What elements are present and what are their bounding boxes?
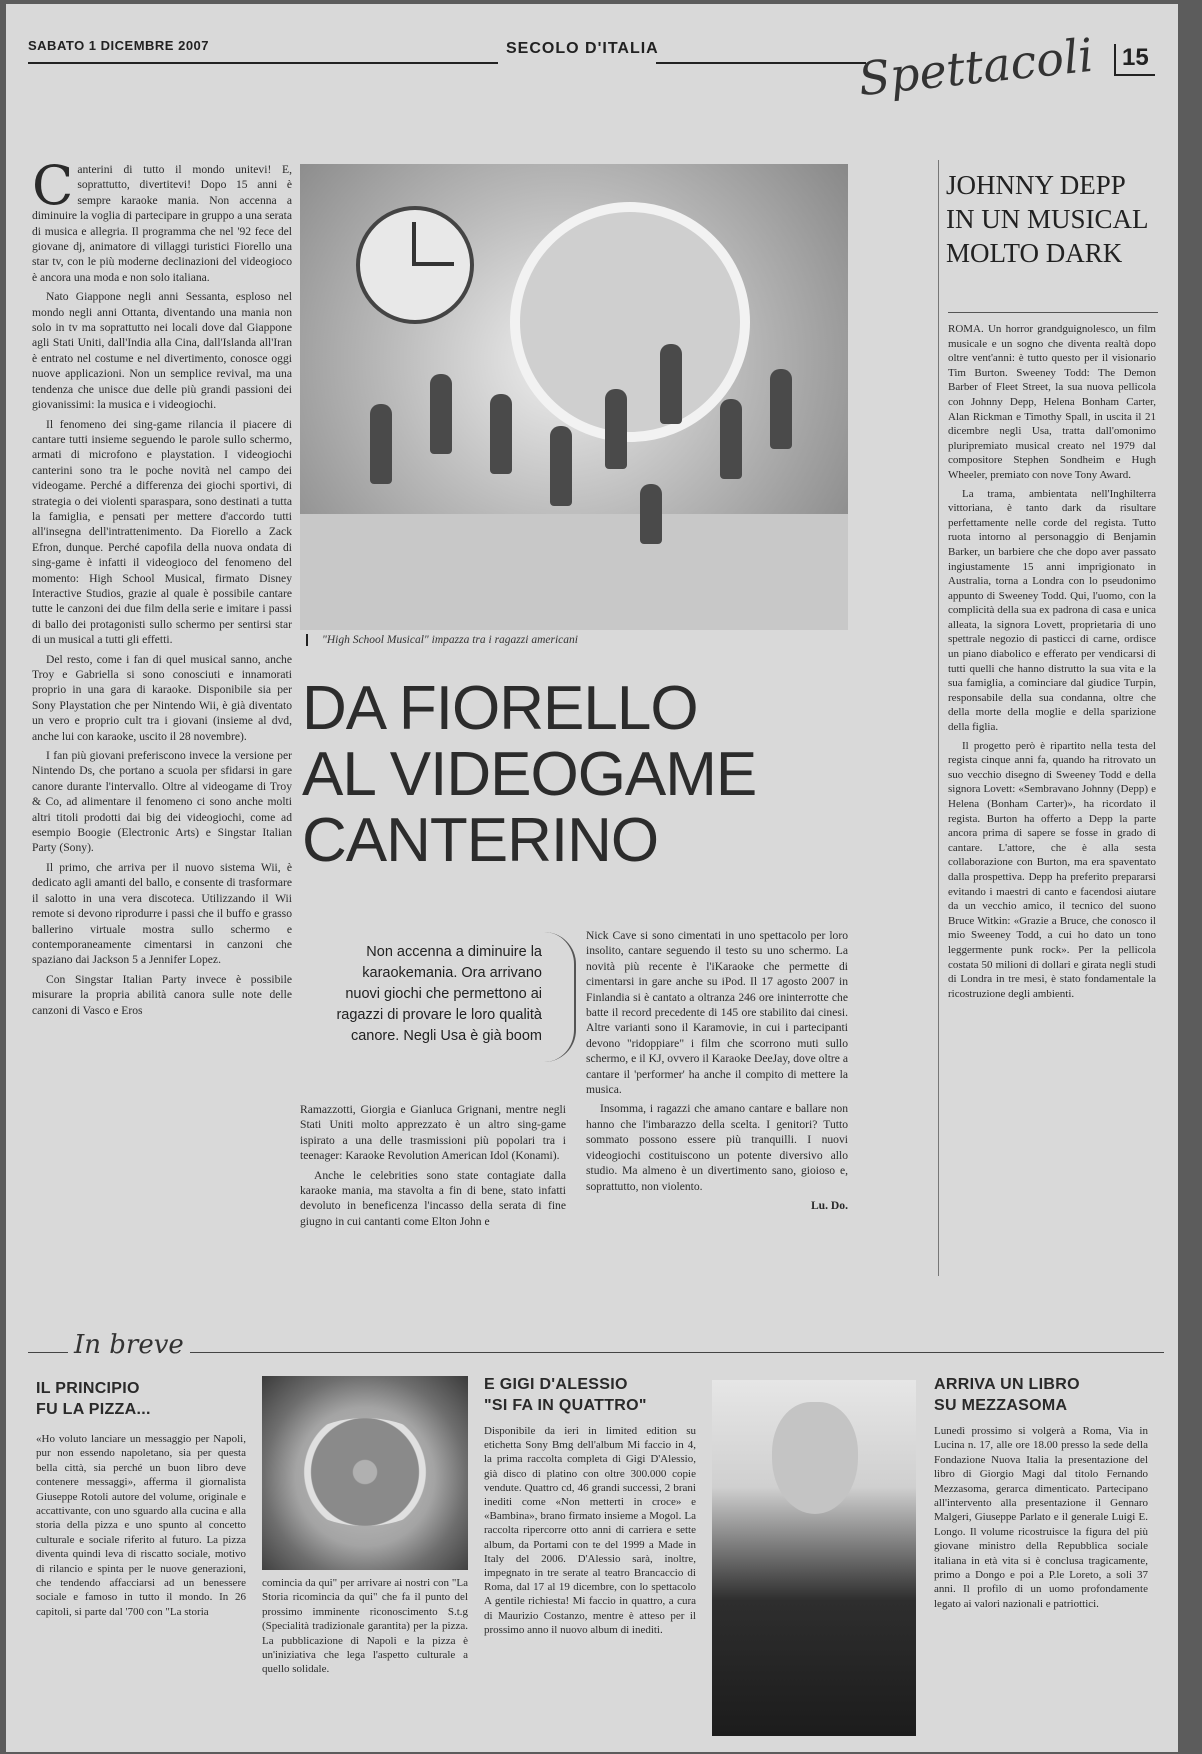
headline-line: AL VIDEOGAME — [302, 740, 757, 809]
main-headline — [302, 676, 862, 874]
brief-title-dalessio — [484, 1374, 704, 1416]
headline-line: CANTERINO — [302, 806, 659, 875]
portrait-head — [772, 1402, 858, 1514]
paragraph: Ramazzotti, Giorgia e Gianluca Grignani, mentre negli Stati Uniti molto apprezzato è un altro sing-game ispirato a una delle trasmissioni più popolari tra i teenager: Karaoke Revolution American Idol (Konami). — [300, 1103, 566, 1163]
dancer — [370, 404, 392, 484]
stage-floor — [300, 514, 848, 630]
brief-text-dalessio — [484, 1424, 696, 1744]
paragraph: Lunedì prossimo si volgerà a Roma, Via in Lucina n. 17, alle ore 18.00 presso la sede della Fondazione Nuova Italia la presentazione del libro di Giorgio Magi dal titolo Fernando Mezzasoma, gerarca dimenticato. Partecipano all'intervento alla presentazione il Gennaro Malgeri, Giuseppe Parlato e il generale Luigi E. Longo. Il volume ricostruisce la figura del più giovane ministro della Repubblica sociale italiana in età vita si è conclusa tragicamente, primo a Dongo e poi a P.le Loreto, a soli 37 anni. Il profilo di un uomo profondamente legato ai valori nazionali e patriottici. — [934, 1425, 1148, 1610]
deck-bracket — [544, 932, 576, 1062]
brief-title-line: IL PRINCIPIO — [36, 1380, 140, 1397]
header-rule-right — [656, 62, 866, 64]
article-column-1 — [32, 162, 292, 1282]
paragraph: «Ho voluto lanciare un messaggio per Napoli, pur non essendo napoletano, sia per questa bella città, sia perché un buon libro deve contenere messaggi», afferma il giornalista Giuseppe Rotoli autore del volume, originale e accattivante, con uno sguardo alla cucina e alla storia della pizza e uno spunto al concetto culturale e sociale riferito al futuro. La pizza diventa quindi leva di riscatto sociale, motivo di rilancio e spinta per le nuove generazioni, che tendendo affacciarsi ad un benessere sociale e famoso in tutto il mondo. In 26 capitoli, si parte dal '700 con "La storia — [36, 1433, 246, 1618]
dancer — [550, 426, 572, 506]
dancer — [770, 369, 792, 449]
sidebar-text — [948, 322, 1156, 1276]
paragraph: Anche le celebrities sono state contagiate dalla karaoke mania, ma stavolta a fin di bene, stato infatti devoluto in beneficenza l'incasso della serata di fine giugno in cui cantanti come Elton John e — [300, 1168, 566, 1228]
clock-prop — [356, 206, 474, 324]
gigi-dalessio-photo — [712, 1380, 916, 1736]
drop-cap: C — [32, 162, 74, 217]
brief-title-line: SU MEZZASOMA — [934, 1397, 1068, 1414]
sidebar-rule — [948, 312, 1158, 313]
dancer — [430, 374, 452, 454]
headline-line: DA FIORELLO — [302, 674, 698, 743]
dancer — [720, 399, 742, 479]
stage-disc-prop — [510, 202, 750, 442]
paragraph: Nato Giappone negli anni Sessanta, esploso nel mondo negli anni Ottanta, diventando una mania non solo in tv ma soprattutto nei locali dove dal Giappone agli Stati Uniti, dall'India alla Cina, dall'Islanda all'Iran è entrato nel costume e nel divertimento, conosce oggi nuove applicazioni. Non un semplice revival, ma una tendenza che unisce due delle più grandi passioni dei giovanissimi: la musica e i videogiochi. — [32, 290, 292, 412]
article-column-3 — [586, 928, 848, 1280]
page-number: 15 — [1114, 44, 1155, 76]
sidebar-title — [946, 168, 1156, 270]
high-school-musical-photo — [300, 164, 848, 630]
byline: Lu. Do. — [810, 1198, 848, 1212]
newspaper-name: SECOLO D'ITALIA — [506, 40, 659, 57]
paragraph: Canterini di tutto il mondo unitevi! E, soprattutto, divertitevi! Dopo 15 anni è sempre karaoke mania. Non accenna a diminuire la voglia di partecipare in gruppo a una serata di musica e allegria. Il programma che nel '92 fece del giovane dj, animatore di villaggi turistici Fiorello una star tv, con le più moderne declinazioni del videogioco è ancora una moda e non solo italiana. — [32, 162, 292, 284]
paragraph: Insomma, i ragazzi che amano cantare e ballare non hanno che l'imbarazzo della scelta. I genitori? Tutto sommato possono essere più tranquilli. I nuovi videogiochi costituiscono un potente diversivo allo studio. Ma almeno è un divertimento sano, gioioso e, soprattutto, non violento. — [586, 1102, 848, 1193]
paragraph: Il primo, che arriva per il nuovo sistema Wii, è dedicato agli amanti del ballo, e consente di trasformare il salotto in una vera discoteca. Utilizzando il Wii remote si devono riprodurre i passi che il buffo e grasso ballerino virtuale mostra sullo schermo e contemporaneamente cimentarsi in canzoni che spaziano dai Jackson 5 a Jennifer Lopez. — [32, 860, 292, 967]
sidebar-title-line: IN UN MUSICAL — [946, 204, 1149, 234]
paragraph: I fan più giovani preferiscono invece la versione per Nintendo Ds, che portano a scuola per sfidarsi in gare canore durante l'intervallo. Oltre al videogame di Troy & Co, ad alimentare il fenomeno ci sono anche molti altri titoli prodotti dai big dei videogiochi, come ad esempio Boogie (Electronic Arts) e Singstar Italian Party (Sony). — [32, 749, 292, 855]
brief-title-mezzasoma — [934, 1374, 1154, 1416]
brief-title-line: E GIGI D'ALESSIO — [484, 1376, 628, 1393]
brief-title-line: FU LA PIZZA... — [36, 1401, 151, 1418]
issue-date: SABATO 1 DICEMBRE 2007 — [28, 38, 210, 53]
header-rule-left — [28, 62, 498, 64]
paragraph: Disponibile da ieri in limited edition su etichetta Sony Bmg dell'album Mi faccio in 4, la prima raccolta completa di Gigi D'Alessio, già disco di platino con oltre 300.000 copie vendute. Quattro cd, 46 grandi successi, 2 brani inediti come «Non metterti in croce» e «Bambina», brano firmato insieme a Mogol. La raccolta ripercorre otto anni di carriera e sette album, da Portami con te del 1999 a Made in Italy del 2006. D'Alessio sarà, inoltre, impegnato in tre serate al teatro Brancaccio di Roma, dal 17 al 19 dicembre, con lo spettacolo A gentile richiesta! Mi faccio in quattro, a cura di Maurizio Costanzo, mentre è atteso per il prossimo anno il nuovo album di inediti. — [484, 1425, 696, 1636]
sidebar-title-line: JOHNNY DEPP — [946, 170, 1126, 200]
paragraph: Il progetto però è ripartito nella testa del regista cinque anni fa, quando ha ritrovato un suo vecchio disegno di Sweeney Todd e della signora Lovett: «Sembravano Johnny (Depp) e Helena (Bonham Carter)», ha ricordato il regista. Burton ha offerto a Depp la parte ancora prima di sapere se fosse in grado di cantare. L'attore, che è alla sesta collaborazione con Burton, ma era spaventato dalla prospettiva. Depp ha preferito prepararsi evitando i maestri di canto e facendosi aiutare da un vecchio amico, il tecnico del suono Bruce Witkin: «Grazie a Bruce, che conosco il mio Sweeney Todd, a cui ho dato un tono leggermente punk rock». Per la pellicola costata 50 milioni di dollari e girata negli studi di Londra in tre mesi, è stato fondamentale la ricostruzione degli ambienti. — [948, 739, 1156, 1000]
paragraph: Con Singstar Italian Party invece è possibile misurare la propria abilità canora sulle note delle canzoni di Vasco e Eros — [32, 972, 292, 1017]
dancer — [490, 394, 512, 474]
brief-title-pizza — [36, 1378, 246, 1420]
photo-caption: "High School Musical" impazza tra i ragazzi americani — [306, 634, 862, 646]
paragraph: Del resto, come i fan di quel musical sanno, anche Troy e Gabriella si sono conosciuti e innamorati proprio in una gara di karaoke. Disponibile sia per Sony Playstation che per Nintendo Wii, è già diventato un vero e proprio cult tra i giovani (insieme al dvd, anche lui con karaoke, uscito il 28 novembre). — [32, 652, 292, 743]
paragraph: Il fenomeno dei sing-game rilancia il piacere di cantare tutti insieme seguendo le parole sullo schermo, armati di microfono e playstation. I videogiochi canterini sono tra le poche novità nel campo dei videogame. Perché a differenza dei giochi sportivi, di strategia o dei violenti sparaspara, sono destinati a tutta la famiglia, e pensati per mettere d'accordo tutti all'insegna dell'intrattenimento. Da Fiorello a Zack Efron, dunque. Perché capofila della nuova ondata di sing-game è infatti il videogioco del fenomeno del momento: High School Musical, firmato Disney Interactive Studios, grazie al quale è possibile cantare tutte le canzoni dei due film della serie e imitare i passi di ballo dei protagonisti sullo schermo per sentirsi star di un musical a tutti gli effetti. — [32, 417, 292, 647]
brief-text-mezzasoma — [934, 1424, 1148, 1744]
dancer — [640, 484, 662, 544]
paragraph: comincia da qui" per arrivare ai nostri con "La Storia ricomincia da qui" che fa il punto del prossimo imminente riconoscimento S.t.g (Specialità tradizionale garantita) per la pizza. La pubblicazione di Napoli e la pizza è un'iniziativa che lega l'aspetto culturale a quello solidale. — [262, 1577, 468, 1676]
brief-text-pizza-cont — [262, 1576, 468, 1744]
pizza-photo — [262, 1376, 468, 1570]
in-breve-label: In breve — [68, 1330, 190, 1360]
sidebar-title-line: MOLTO DARK — [946, 238, 1123, 268]
paragraph: La trama, ambientata nell'Inghilterra vittoriana, è tanto dark da risultare perfettamente nelle corde del regista. Tutto ruota intorno al personaggio di Benjamin Barker, un barbiere che che dopo aver passato ingiustamente 15 anni imprigionato in Australia, torna a Londra con lo pseudonimo appunto di Sweeney Todd. Qui, l'uomo, con la complicità della sua ex padrona di casa e unica alleata, la signora Lovett, proprietaria di uno spettrale negozio di pasticci di carne, ordisce un piano diabolico e efferato per vendicarsi di tutti quelli che hanno distrutto la sua vita e la sua famiglia, a cominciare dal giudice Turpin, responsabile della sua condanna, oltre che della morte della moglie e della sparizione della figlia. — [948, 487, 1156, 734]
paragraph: Nick Cave si sono cimentati in uno spettacolo per loro insolito, cantare seguendo il testo su uno schermo. La novità più recente è l'iKaraoke che permette di cimentarsi in gare anche su iPod. Il 17 agosto 2007 in Finlandia si è cantato a oltranza 246 ore ininterrotte che batte il record precedente di 145 ore stabilito dai cinesi. Altre varianti sono il Karamovie, in cui i partecipanti devono "ridoppiare" i film che scorrono muti sullo schermo, e il KJ, ovvero il Karaoke DeeJay, dove oltre a cantare il 'performer' ha anche il compito di mettere la musica. — [586, 929, 848, 1097]
article-deck: Non accenna a diminuire la karaokemania. Ora arrivano nuovi giochi che permettono ai ragazzi di provare le loro qualità canore. Negli Usa è già boom — [336, 944, 542, 1044]
dancer — [660, 344, 682, 424]
brief-text-pizza — [36, 1432, 246, 1744]
section-name: Spettacoli — [855, 27, 1096, 107]
in-breve-rule — [28, 1352, 1164, 1353]
dancer — [605, 389, 627, 469]
brief-title-line: ARRIVA UN LIBRO — [934, 1376, 1080, 1393]
newspaper-page — [6, 4, 1178, 1752]
article-column-2 — [300, 1102, 566, 1280]
brief-title-line: "SI FA IN QUATTRO" — [484, 1397, 647, 1414]
paragraph: ROMA. Un horror grandguignolesco, un film musicale e un sogno che diventa realtà dopo oltre vent'anni: è tutto questo per il visionario Tim Burton. Sweeney Todd: The Demon Barber of Fleet Street, la sua nuova pellicola con Johnny Depp, Helena Bonham Carter, Alan Rickman e Timothy Spall, in uscita il 21 dicembre negli Usa, tratta dall'omonimo pluripremiato musical creato nel 1979 dal compositore Stephen Sondheim e Hugh Wheeler, premiato con nove Tony Award. — [948, 323, 1156, 481]
